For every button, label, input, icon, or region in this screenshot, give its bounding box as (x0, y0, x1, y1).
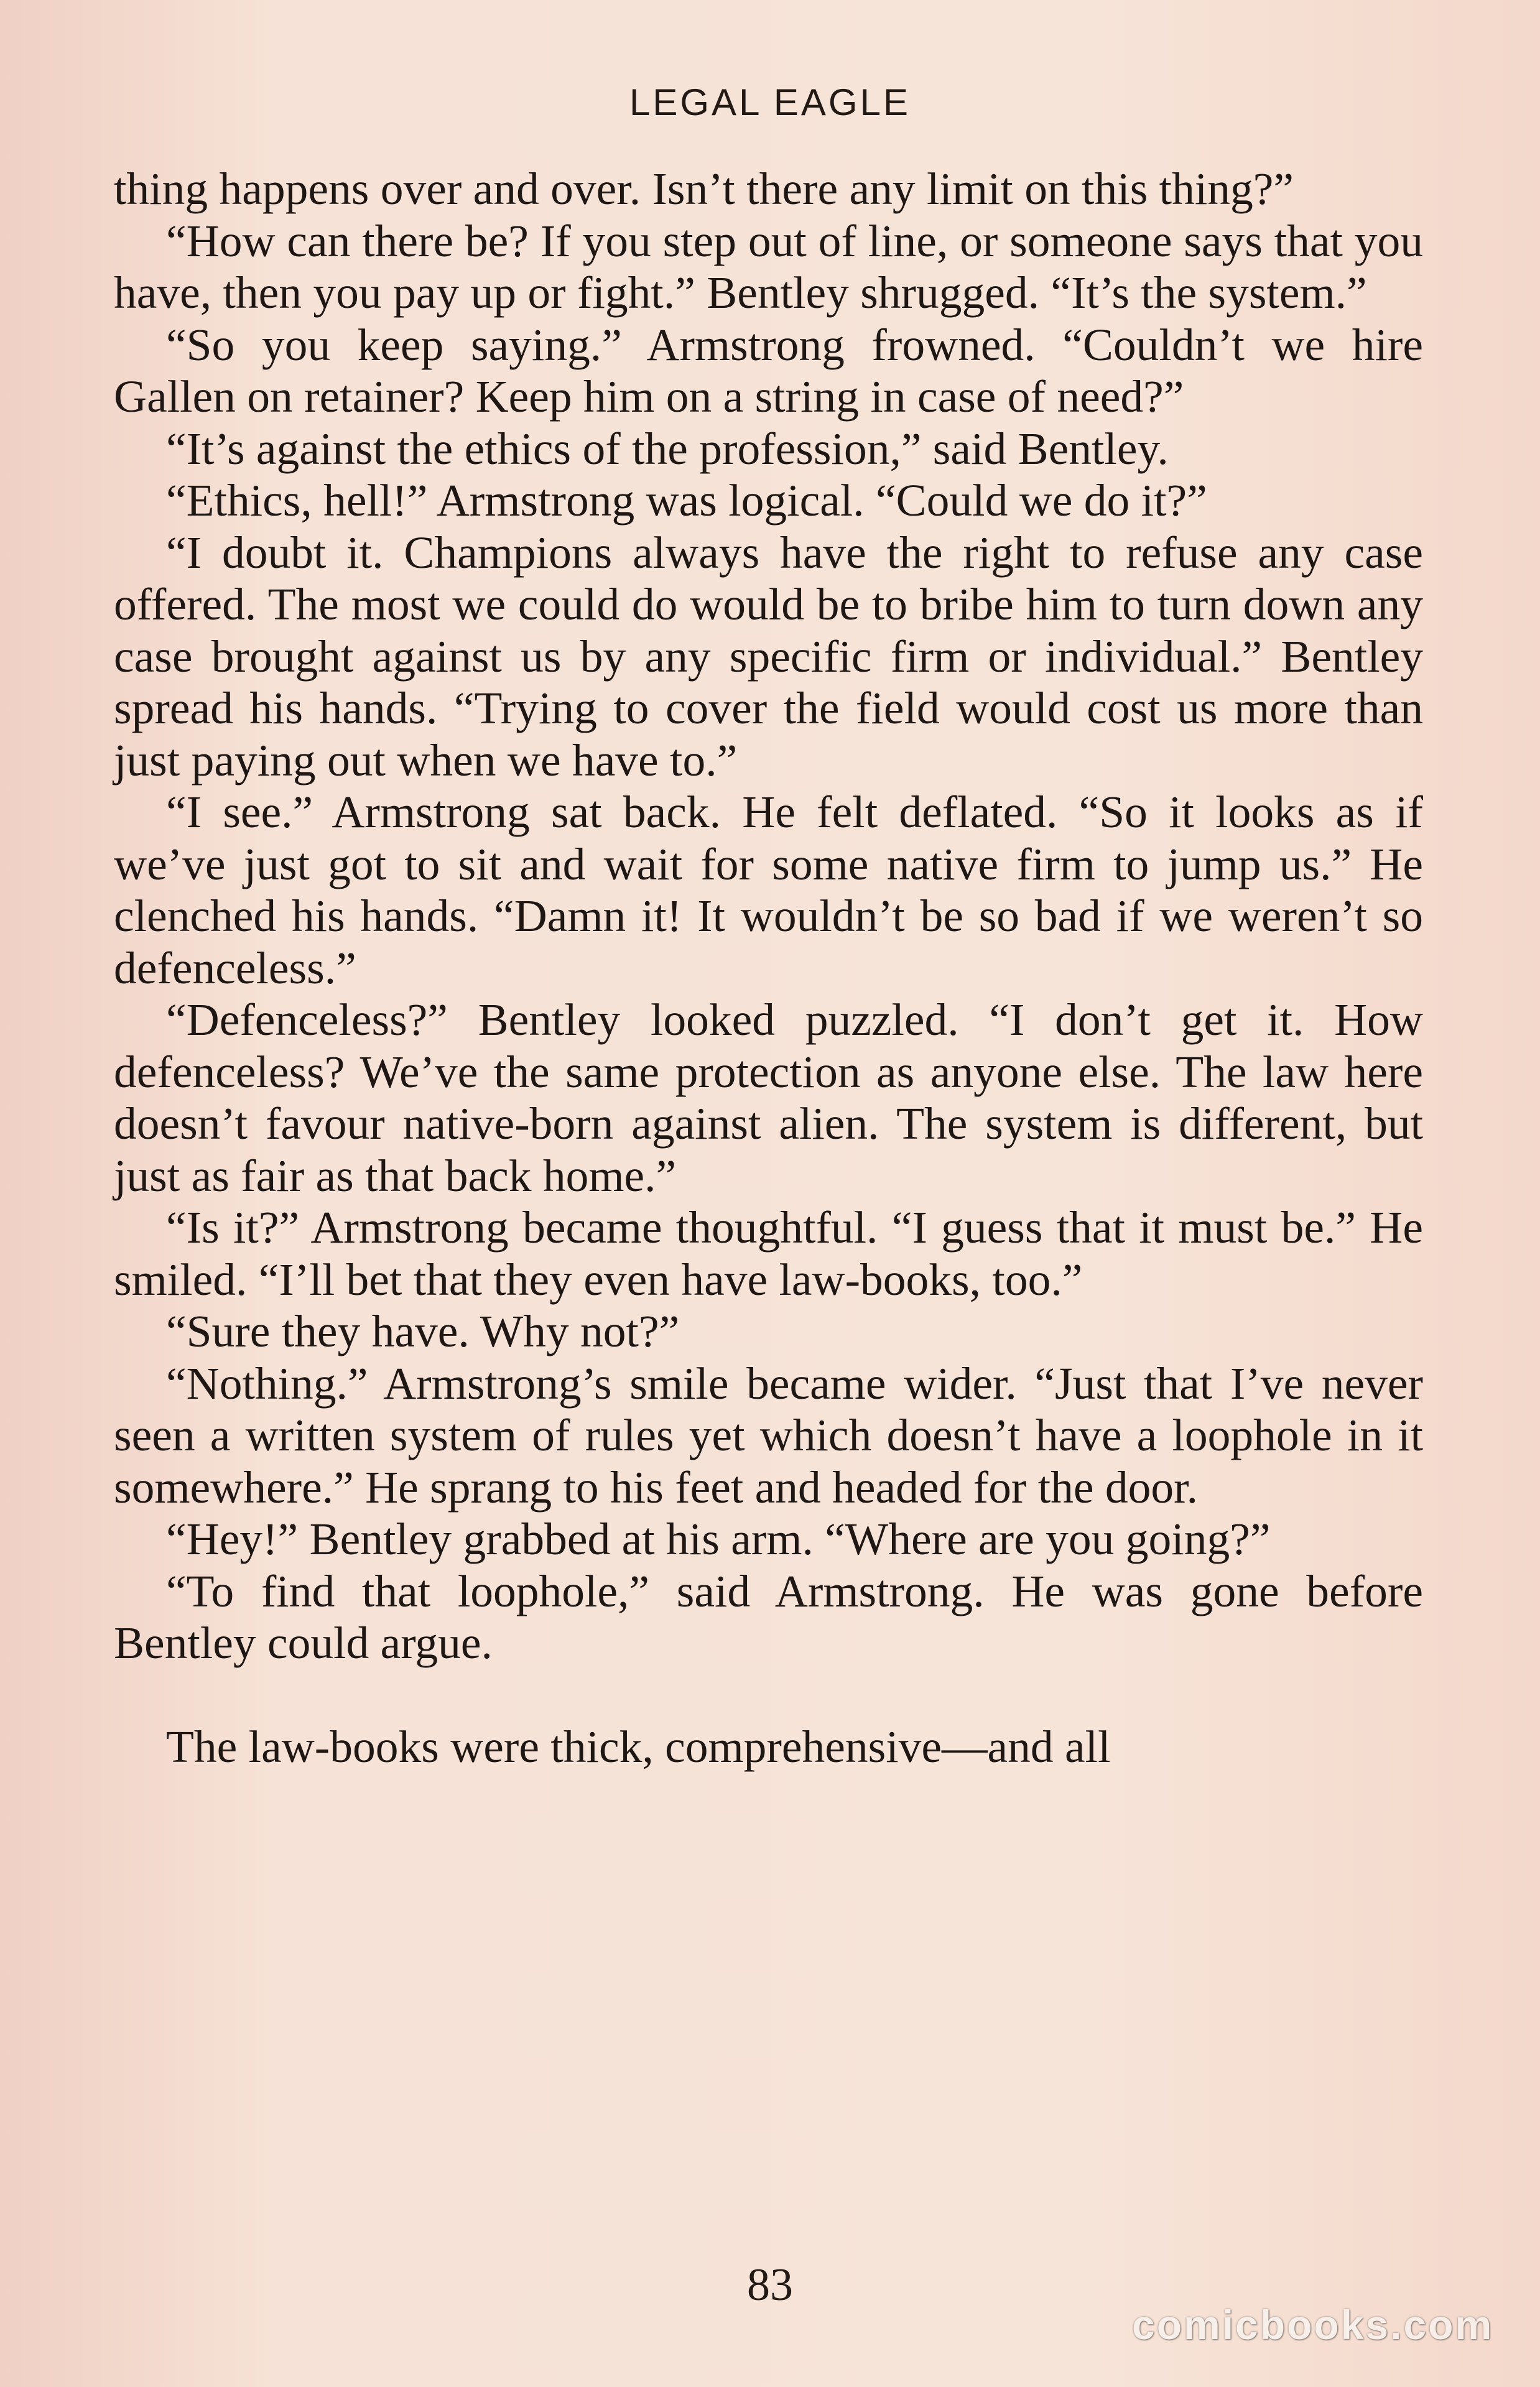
paragraph: “Defenceless?” Bentley looked puzzled. “I don’t get it. How defenceless? We’ve the same protection as anyone else. The law here doesn’t favour native-born against alien. The system is different, but just as fair as that back home.” (114, 994, 1423, 1201)
paragraph: “So you keep saying.” Armstrong frowned. “Couldn’t we hire Gallen on retainer? Keep him on a string in case of need?” (114, 319, 1423, 422)
paragraph: “I see.” Armstrong sat back. He felt deflated. “So it looks as if we’ve just got to sit and wait for some native firm to jump us.” He clenched his hands. “Damn it! It wouldn’t be so bad if we weren’t so defenceless.” (114, 787, 1423, 993)
paragraph: “Is it?” Armstrong became thoughtful. “I guess that it must be.” He smiled. “I’ll bet that they even have law-books, too.” (114, 1202, 1423, 1305)
paragraph: “Sure they have. Why not?” (166, 1306, 680, 1356)
paragraph: thing happens over and over. Isn’t there any limit on this thing?” (114, 164, 1294, 214)
page-number: 83 (747, 2260, 793, 2311)
watermark: comicbooks.com (1132, 2302, 1494, 2348)
paragraph: The law-books were thick, comprehensive—and all (166, 1721, 1111, 1772)
running-head: LEGAL EAGLE (629, 81, 911, 123)
paragraph: “How can there be? If you step out of line, or someone says that you have, then you pay up or fight.” Bentley shrugged. “It’s the system.” (114, 215, 1423, 318)
paragraph: “I doubt it. Champions always have the right to refuse any case offered. The most we could do would be to bribe him to turn down any case brought against us by any specific firm or individual.” Bentley spread his hands. “Trying to cover the field would cost us more than just paying out when we have to.” (114, 527, 1423, 786)
body-text (114, 163, 1423, 1773)
paragraph: “Hey!” Bentley grabbed at his arm. “Where are you going?” (166, 1514, 1271, 1564)
paragraph: “Nothing.” Armstrong’s smile became wider. “Just that I’ve never seen a written system of rules yet which doesn’t have a loophole in it somewhere.” He sprang to his feet and headed for the door. (114, 1358, 1423, 1513)
paragraph: “To find that loophole,” said Armstrong. He was gone before Bentley could argue. (114, 1565, 1423, 1668)
paragraph: “It’s against the ethics of the profession,” said Bentley. (166, 423, 1169, 474)
paragraph: “Ethics, hell!” Armstrong was logical. “Could we do it?” (166, 475, 1207, 526)
